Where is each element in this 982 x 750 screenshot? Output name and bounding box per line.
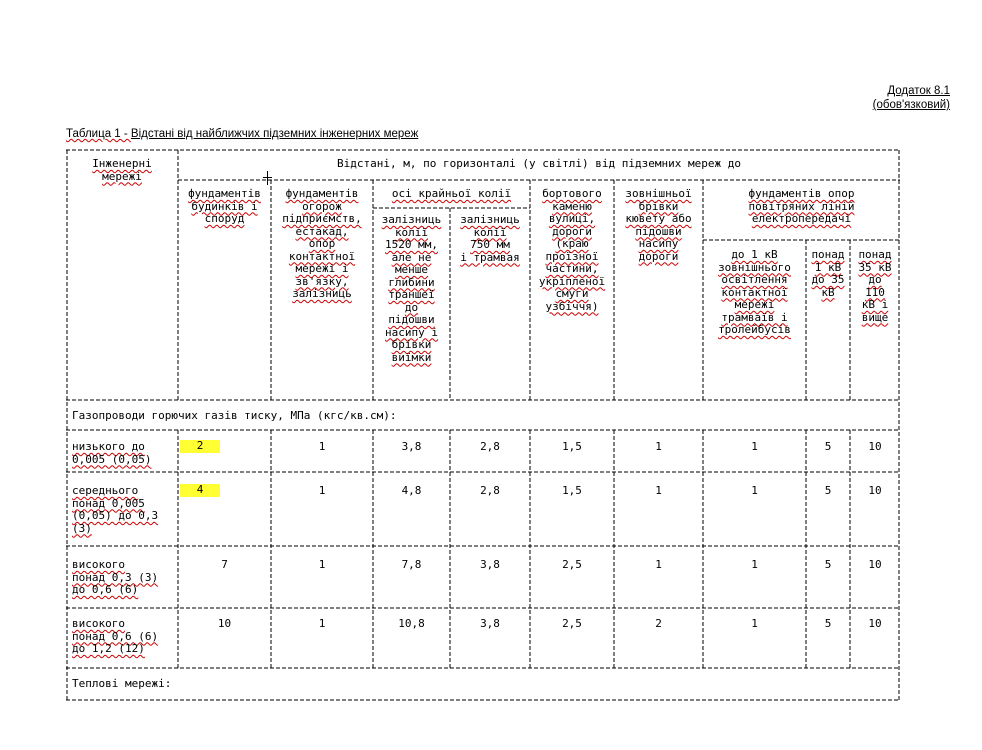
header-1-to-35kv: понад 1 кВ до 35 кВ [811,248,845,299]
row-3-building: 7 [221,558,228,571]
row-2-upto-1kv: 1 [751,484,758,497]
row-2-curb: 1,5 [562,484,582,497]
row-4-building: 10 [217,617,232,630]
header-ditch: зовнішньої брівки кювету або підошви насипу дороги [625,187,692,263]
header-networks: Інженерні мережі [92,157,152,183]
row-1-over-35kv: 10 [868,440,882,453]
row-4-rail-750: 3,8 [480,617,500,630]
row-1-rail-750: 2,8 [480,440,500,453]
row-4-label: високого понад 0,6 (6) до 1,2 (12) [72,617,159,655]
row-3-over-35kv: 10 [868,558,882,571]
row-2-ditch: 1 [655,484,662,497]
row-2-rail-750: 2,8 [480,484,500,497]
row-2-building: 4 [180,484,220,497]
row-2-1-to-35kv: 5 [824,484,832,497]
row-3-curb: 2,5 [562,558,582,571]
header-rail-750: залізниць колії 750 мм і трамвая [460,213,520,264]
row-1-upto-1kv: 1 [751,440,758,453]
row-3-ditch: 1 [655,558,662,571]
header-fence-foundations: фундаментів огорож підприємств, естакад, опор контактної мережі і зв'язку, залізниць [282,187,362,300]
caption-title: Відстані від найближчих підземних інженерних мереж [130,128,419,140]
row-3-rail-750: 3,8 [480,558,500,571]
row-1-rail-1520: 3,8 [401,440,422,453]
table-caption [66,128,418,140]
row-3-1-to-35kv: 5 [824,558,832,571]
appendix-status: (обов'язковий) [872,99,950,111]
header-building-foundations: фундаментів будинків і споруд [188,187,261,225]
row-4-rail-1520: 10,8 [398,617,425,630]
header-poles-group: фундаментів опор повітряних ліній електропередачі [748,187,855,225]
header-curb: бортового каменю вулиці, дороги (краю проїзної частини, укріпленої смуги узбіччя) [538,187,606,313]
header-distances: Відстані, м, по горизонталі (у світлі) від підземних мереж до [337,157,741,170]
row-4-ditch: 2 [655,617,662,630]
section-heat-networks: Теплові мережі: [72,677,172,690]
distances-table [66,148,900,703]
caption-prefix: Таблица 1 - [66,128,131,140]
row-4-over-35kv: 10 [868,617,882,630]
row-1-1-to-35kv: 5 [824,440,832,453]
text-cursor-icon [267,171,268,185]
row-4-1-to-35kv: 5 [824,617,832,630]
header-upto-1kv: до 1 кВ зовнішнього освітлення контактної мережі трамваїв і тролейбусів [718,248,791,336]
header-rail-1520: залізниць колії 1520 мм, але не менше глибини траншеї до підошви насипу і брівки виїмки [381,213,442,364]
header-over-35kv: понад 35 кВ до 110 кВ і вище [858,248,892,324]
row-2-label: середнього понад 0,005 (0,05) до 0,3 (3) [72,484,159,535]
row-4-upto-1kv: 1 [751,617,758,630]
row-3-rail-1520: 7,8 [401,558,422,571]
appendix-number: Додаток 8.1 [887,85,950,97]
row-4-fence: 1 [318,617,326,630]
row-1-curb: 1,5 [562,440,582,453]
header-rail-group: осі крайньої колії [391,187,512,200]
row-2-over-35kv: 10 [868,484,882,497]
row-4-curb: 2,5 [562,617,582,630]
appendix-label [873,84,950,112]
row-1-ditch: 1 [655,440,662,453]
row-3-label: високого понад 0,3 (3) до 0,6 (6) [72,558,159,596]
row-3-fence: 1 [318,558,326,571]
row-1-building: 2 [180,440,220,453]
section-gas-pipelines: Газопроводи горючих газів тиску, МПа (кгс/кв.см): [72,409,397,422]
row-1-label: низького до 0,005 (0,05) [72,440,152,466]
row-2-rail-1520: 4,8 [401,484,422,497]
row-1-fence: 1 [318,440,326,453]
row-2-fence: 1 [318,484,326,497]
row-3-upto-1kv: 1 [751,558,758,571]
